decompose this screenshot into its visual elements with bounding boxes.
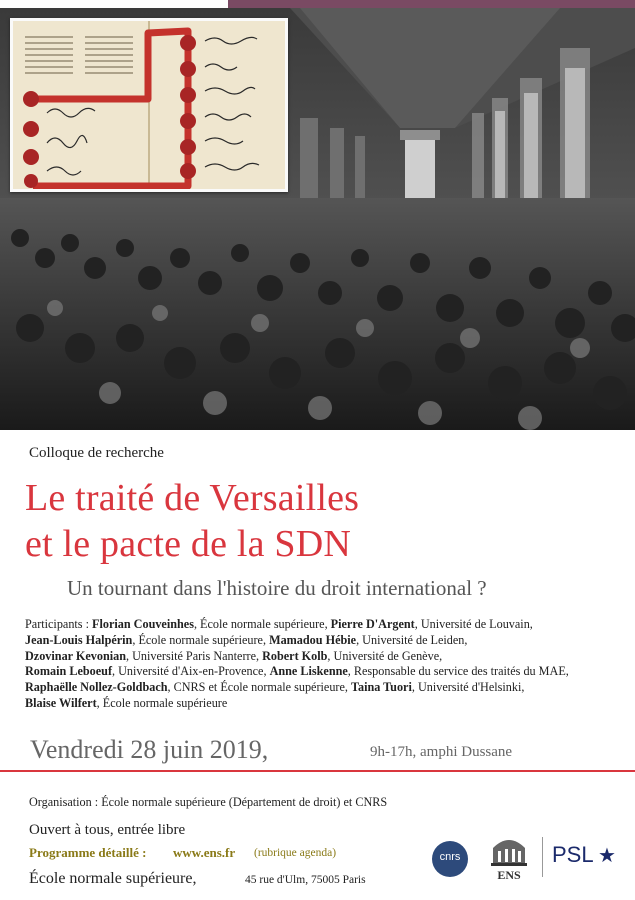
treaty-signatures-inset bbox=[10, 18, 288, 192]
event-type-label: Colloque de recherche bbox=[29, 445, 164, 461]
participant-name: Taina Tuori bbox=[350, 680, 412, 695]
participant-name: Dzovinar Kevonian bbox=[25, 648, 127, 663]
participants-line-1 bbox=[25, 617, 630, 633]
participant-affiliation: , Université de Genève, bbox=[327, 648, 443, 663]
participants-line-4 bbox=[25, 664, 630, 680]
red-divider bbox=[0, 770, 635, 772]
venue-name: École normale supérieure, bbox=[29, 870, 197, 887]
participant-affiliation: , Université de Louvain, bbox=[414, 617, 533, 631]
title-line-2: et le pacte de la SDN bbox=[25, 523, 352, 565]
participant-affiliation: , Université de Leiden, bbox=[356, 632, 468, 647]
programme-label: Programme détaillé : bbox=[29, 845, 147, 860]
psl-star-icon: ★ bbox=[598, 843, 616, 867]
psl-logo-text: PSL bbox=[552, 842, 594, 867]
participants-line-5 bbox=[25, 680, 630, 696]
event-date: Vendredi 28 juin 2019, bbox=[30, 735, 269, 764]
participant-affiliation: , Université d'Aix-en-Provence, bbox=[112, 664, 270, 679]
participant-name: Jean-Louis Halpérin bbox=[25, 632, 133, 647]
participant-name: Robert Kolb bbox=[262, 648, 328, 663]
participant-affiliation: , École normale supérieure, bbox=[132, 632, 270, 647]
participants-line-2 bbox=[25, 633, 630, 649]
participant-name: Raphaëlle Nollez-Goldbach bbox=[25, 680, 168, 695]
participant-affiliation: , Université d'Helsinki, bbox=[411, 680, 525, 695]
participant-affiliation: , Responsable du service des traités du MAE, bbox=[347, 664, 569, 679]
participant-name: Blaise Wilfert bbox=[25, 695, 97, 710]
ens-logo-text: ENS bbox=[497, 868, 521, 882]
title-line-1: Le traité de Versailles bbox=[25, 477, 360, 519]
top-band-gap bbox=[0, 0, 228, 8]
participant-name: Florian Couveinhes bbox=[92, 617, 194, 631]
participant-name: Pierre D'Argent bbox=[330, 617, 415, 631]
cnrs-logo-text: cnrs bbox=[439, 851, 461, 863]
participants-line-6 bbox=[25, 696, 630, 712]
logo-separator bbox=[542, 837, 543, 877]
cnrs-logo bbox=[432, 841, 468, 877]
venue-address: 45 rue d'Ulm, 75005 Paris bbox=[245, 874, 366, 886]
participant-name: Romain Leboeuf bbox=[25, 664, 113, 679]
open-access-line: Ouvert à tous, entrée libre bbox=[29, 822, 186, 838]
participants-list bbox=[25, 617, 630, 712]
programme-link[interactable]: www.ens.fr bbox=[173, 845, 236, 860]
subtitle: Un tournant dans l'histoire du droit international ? bbox=[67, 576, 487, 600]
participants-line-3 bbox=[25, 649, 630, 665]
participant-affiliation: , CNRS et École normale supérieure, bbox=[167, 680, 351, 695]
event-time-location: 9h-17h, amphi Dussane bbox=[370, 744, 513, 760]
participants-label: Participants : bbox=[25, 617, 93, 631]
participant-name: Anne Liskenne bbox=[269, 664, 348, 679]
organisation-line: Organisation : École normale supérieure (Département de droit) et CNRS bbox=[29, 795, 388, 809]
participant-affiliation: , École normale supérieure bbox=[96, 695, 228, 710]
participant-affiliation: , École normale supérieure, bbox=[193, 617, 331, 631]
programme-note: (rubrique agenda) bbox=[254, 847, 337, 859]
participant-affiliation: , Université Paris Nanterre, bbox=[126, 648, 263, 663]
participant-name: Mamadou Hébie bbox=[269, 632, 357, 647]
